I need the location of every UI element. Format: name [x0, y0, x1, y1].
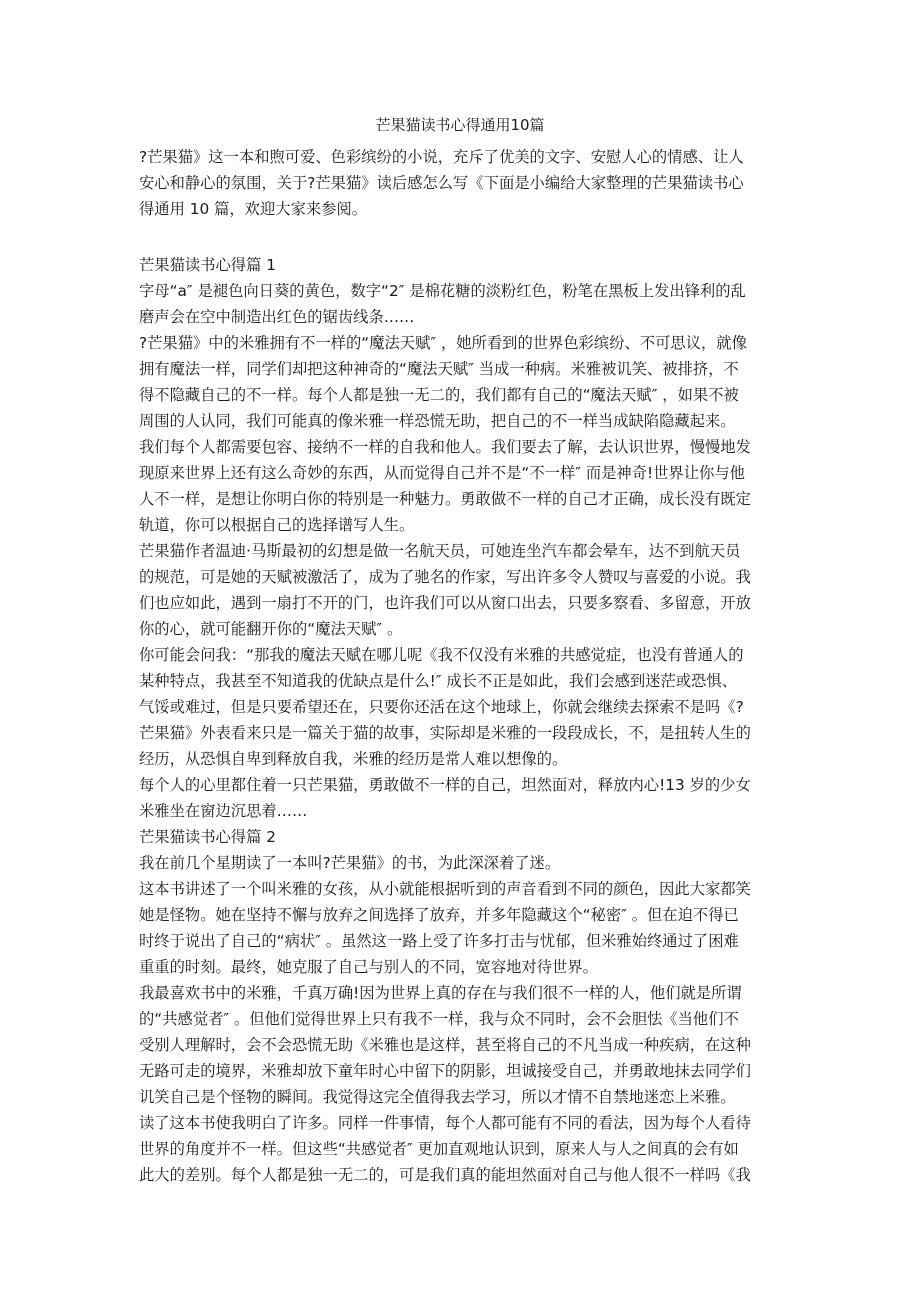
- text-line: 芒果猫作者温迪·马斯最初的幻想是做一名航天员，可她连坐汽车都会晕车，达不到航天员: [139, 542, 741, 560]
- text-line: 芒果猫》外表看来只是一篇关于猫的故事，实际却是米雅的一段段成长，不，是扭转人生的: [139, 724, 751, 742]
- text-line: 无路可走的境界，米雅却放下童年时心中留下的阴影，坦诚接受自己，并勇敢地抹去同学们: [139, 1062, 751, 1080]
- text-line: 的规范，可是她的天赋被激活了，成为了驰名的作家，写出许多令人赞叹与喜爱的小说。我: [139, 568, 751, 586]
- text-line: 讥笑自己是个怪物的瞬间。我觉得这完全值得我去学习，所以才情不自禁地迷恋上米雅。: [139, 1088, 736, 1106]
- document-title: 芒果猫读书心得通用10篇: [375, 116, 545, 134]
- text-line: 重重的时刻。最终，她克服了自己与别人的不同，宽容地对待世界。: [139, 958, 598, 976]
- text-line: 你可能会问我：“那我的魔法天赋在哪儿呢《我不仅没有米雅的共感觉症，也没有普通人的: [139, 646, 744, 664]
- text-line: 得不隐藏自己的不一样。每个人都是独一无二的，我们都有自己的“魔法天赋″ ，如果不被: [139, 386, 739, 404]
- section-heading: 芒果猫读书心得篇 1: [139, 256, 276, 274]
- text-line: 读了这本书使我明白了许多。同样一件事情，每个人都可能有不同的看法，因为每个人看待: [139, 1114, 751, 1132]
- text-line: 她是怪物。她在坚持不懈与放弃之间选择了放弃，并多年隐藏这个“秘密″ 。但在迫不得已: [139, 906, 739, 924]
- main-text: [139, 252, 784, 1188]
- text-line: 我们每个人都需要包容、接纳不一样的自我和他人。我们要去了解，去认识世界，慢慢地发: [139, 438, 751, 456]
- document-body: [139, 144, 784, 1188]
- text-line: 世界的角度并不一样。但这些“共感觉者″ 更加直观地认识到，原来人与人之间真的会有如: [139, 1140, 739, 1158]
- text-line: 周围的人认同，我们可能真的像米雅一样恐慌无助，把自己的不一样当成缺陷隐藏起来。: [139, 412, 736, 430]
- text-line: 字母“a″ 是褪色向日葵的黄色，数字“2″ 是棉花糖的淡粉红色，粉笔在黑板上发出锋利的乱: [139, 282, 746, 300]
- text-line: 每个人的心里都住着一只芒果猫，勇敢做不一样的自己，坦然面对，释放内心!13 岁的少女: [139, 776, 751, 794]
- text-line: 的“共感觉者″ 。但他们觉得世界上只有我不一样，我与众不同时，会不会胆怯《当他们不: [139, 1010, 739, 1028]
- text-line: 气馁或难过，但是只要希望还在，只要你还活在这个地球上，你就会继续去探索不是吗《?: [139, 698, 744, 716]
- text-line: 人不一样，是想让你明白你的特别是一种魅力。勇敢做不一样的自己才正确，成长没有既定: [139, 490, 751, 508]
- text-line: 我最喜欢书中的米雅，千真万确!因为世界上真的存在与我们很不一样的人，他们就是所谓: [139, 984, 742, 1002]
- text-line: 米雅坐在窗边沉思着……: [139, 802, 308, 820]
- paragraph-gap: [139, 222, 784, 252]
- intro-paragraph: [139, 144, 784, 222]
- text-line: 磨声会在空中制造出红色的锯齿线条……: [139, 308, 415, 326]
- text-line: 时终于说出了自己的“病状″ 。虽然这一路上受了许多打击与忧郁，但米雅始终通过了困难: [139, 932, 739, 950]
- text-line: 这本书讲述了一个叫米雅的女孩，从小就能根据听到的声音看到不同的颜色，因此大家都笑: [139, 880, 751, 898]
- text-line: 轨道，你可以根据自己的选择谱写人生。: [139, 516, 415, 534]
- text-line: 得通用 10 篇，欢迎大家来参阅。: [139, 200, 368, 218]
- text-line: 拥有魔法一样，同学们却把这种神奇的“魔法天赋″ 当成一种病。米雅被讥笑、被排挤，不: [139, 360, 739, 378]
- text-line: 某种特点，我甚至不知道我的优缺点是什么!″ 成长不正是如此，我们会感到迷茫或恐惧、: [139, 672, 737, 690]
- text-line: 安心和静心的氛围，关于?芒果猫》读后感怎么写《下面是小编给大家整理的芒果猫读书心: [139, 174, 744, 192]
- text-line: ?芒果猫》中的米雅拥有不一样的“魔法天赋″ ，她所看到的世界色彩缤纷、不可思议，就像: [139, 334, 747, 352]
- text-line: 我在前几个星期读了一本叫?芒果猫》的书，为此深深着了迷。: [139, 854, 561, 872]
- text-line: 此大的差别。每个人都是独一无二的，可是我们真的能坦然面对自己与他人很不一样吗《我: [139, 1166, 751, 1184]
- text-line: 经历，从恐惧自卑到释放自我，米雅的经历是常人难以想像的。: [139, 750, 568, 768]
- text-line: 现原来世界上还有这么奇妙的东西，从而觉得自己并不是“不一样″ 而是神奇!世界让你与他: [139, 464, 745, 482]
- section-heading: 芒果猫读书心得篇 2: [139, 828, 276, 846]
- text-line: 受别人理解时，会不会恐慌无助《米雅也是这样，甚至将自己的不凡当成一种疾病，在这种: [139, 1036, 751, 1054]
- text-line: 们也应如此，遇到一扇打不开的门，也许我们可以从窗口出去，只要多察看、多留意，开放: [139, 594, 751, 612]
- text-line: ?芒果猫》这一本和煦可爱、色彩缤纷的小说，充斥了优美的文字、安慰人心的情感、让人: [139, 148, 744, 166]
- text-line: 你的心，就可能翻开你的“魔法天赋″ 。: [139, 620, 403, 638]
